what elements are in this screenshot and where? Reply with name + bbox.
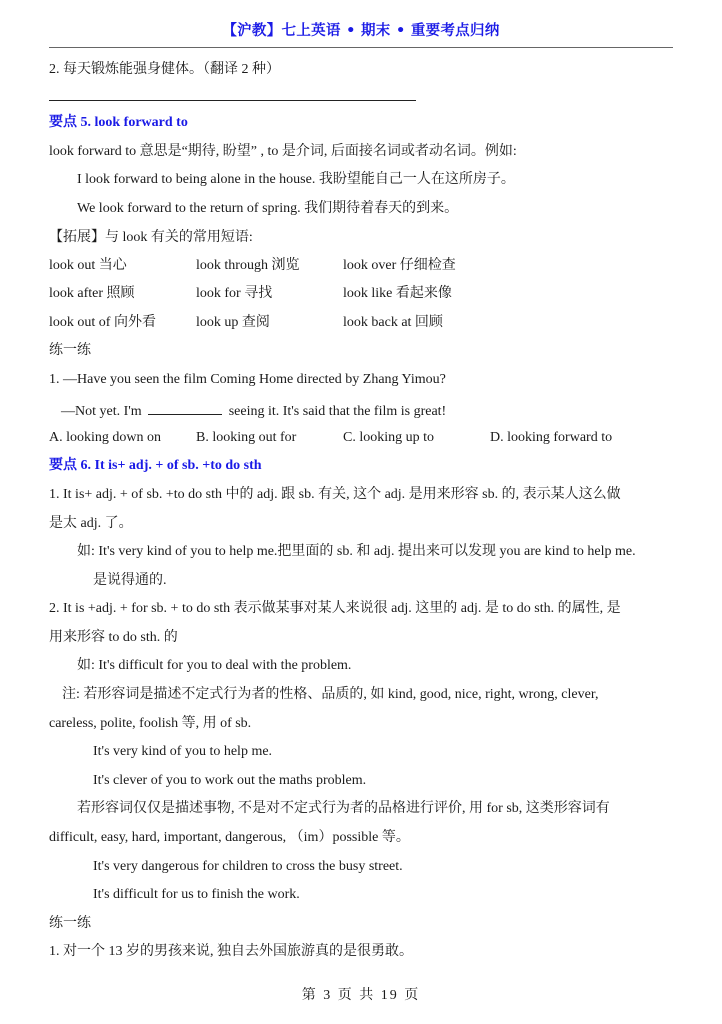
exercise-question-2: 2. 每天锻炼能强身健体。（翻译 2 种）: [49, 62, 280, 77]
header-divider: [49, 47, 673, 48]
option-b: B. looking out for: [196, 430, 297, 445]
practice-question-1-reply: [61, 400, 446, 421]
option-c: C. looking up to: [343, 430, 435, 445]
option-a: A. looking down on: [49, 430, 161, 445]
phrase-cell: look out 当心: [49, 258, 127, 273]
note-line-2: careless, polite, foolish 等, 用 of sb.: [49, 716, 252, 731]
phrase-cell: look out of 向外看: [49, 315, 156, 330]
note-2-example-1: It's very dangerous for children to cross the busy street.: [93, 859, 403, 874]
point-6-rule-1-line-2: 是太 adj. 了。: [49, 516, 133, 531]
point-6-rule-2-example: 如: It's difficult for you to deal with the problem.: [77, 658, 352, 673]
note-example-1: It's very kind of you to help me.: [93, 744, 273, 759]
point-6-rule-2-line-2: 用来形容 to do sth. 的: [49, 630, 178, 645]
section-heading-point-5: 要点 5. look forward to: [49, 115, 188, 130]
note-example-2: It's clever of you to work out the maths problem.: [93, 773, 367, 788]
practice-2-question-1: 1. 对一个 13 岁的男孩来说, 独自去外国旅游真的是很勇敢。: [49, 944, 413, 959]
note-line-1: 注: 若形容词是描述不定式行为者的性格、品质的, 如 kind, good, nice, right, wrong, clever,: [62, 687, 599, 702]
note-2-line-1: 若形容词仅仅是描述事物, 不是对不定式行为者的品格进行评价, 用 for sb, 这类形容词有: [77, 801, 610, 816]
reply-text-after: seeing it. It's said that the film is great!: [225, 404, 447, 419]
practice-title-2: 练一练: [49, 916, 91, 931]
point-5-example-2: We look forward to the return of spring. 我们期待着春天的到来。: [77, 201, 459, 216]
phrase-cell: look up 查阅: [196, 315, 270, 330]
phrase-cell: look over 仔细检查: [343, 258, 456, 273]
section-heading-point-6: 要点 6. It is+ adj. + of sb. +to do sth: [49, 458, 262, 473]
phrase-cell: look like 看起来像: [343, 286, 452, 301]
point-6-rule-2-line-1: 2. It is +adj. + for sb. + to do sth 表示做某事对某人来说很 adj. 这里的 adj. 是 to do sth. 的属性, 是: [49, 601, 621, 616]
page-number: 第 3 页 共 19 页: [301, 988, 421, 1003]
point-5-explanation: look forward to 意思是“期待, 盼望” , to 是介词, 后面接名词或者动名词。例如:: [49, 144, 517, 159]
point-6-rule-1-example-line-1: 如: It's very kind of you to help me.把里面的 sb. 和 adj. 提出来可以发现 you are kind to help me.: [77, 544, 636, 559]
practice-question-1: 1. —Have you seen the film Coming Home directed by Zhang Yimou?: [49, 372, 446, 387]
phrase-cell: look for 寻找: [196, 286, 273, 301]
practice-title: 练一练: [49, 343, 91, 358]
answer-blank-line: [49, 100, 416, 101]
document-header-title: 【沪教】七上英语 • 期末 • 重要考点归纳: [222, 23, 500, 39]
option-d: D. looking forward to: [490, 430, 613, 445]
phrase-cell: look through 浏览: [196, 258, 300, 273]
point-6-rule-1-example-line-2: 是说得通的.: [93, 573, 167, 588]
point-6-rule-1-line-1: 1. It is+ adj. + of sb. +to do sth 中的 adj. 跟 sb. 有关, 这个 adj. 是用来形容 sb. 的, 表示某人这么做: [49, 487, 621, 502]
note-2-example-2: It's difficult for us to finish the work.: [93, 887, 300, 902]
reply-text-before: —Not yet. I'm: [61, 404, 146, 419]
extension-title: 【拓展】与 look 有关的常用短语:: [49, 230, 253, 245]
answer-blank[interactable]: [148, 400, 222, 415]
phrase-cell: look after 照顾: [49, 286, 135, 301]
point-5-example-1: I look forward to being alone in the house. 我盼望能自己一人在这所房子。: [77, 172, 515, 187]
phrase-cell: look back at 回顾: [343, 315, 443, 330]
note-2-line-2: difficult, easy, hard, important, dangerous, （im）possible 等。: [49, 830, 410, 845]
